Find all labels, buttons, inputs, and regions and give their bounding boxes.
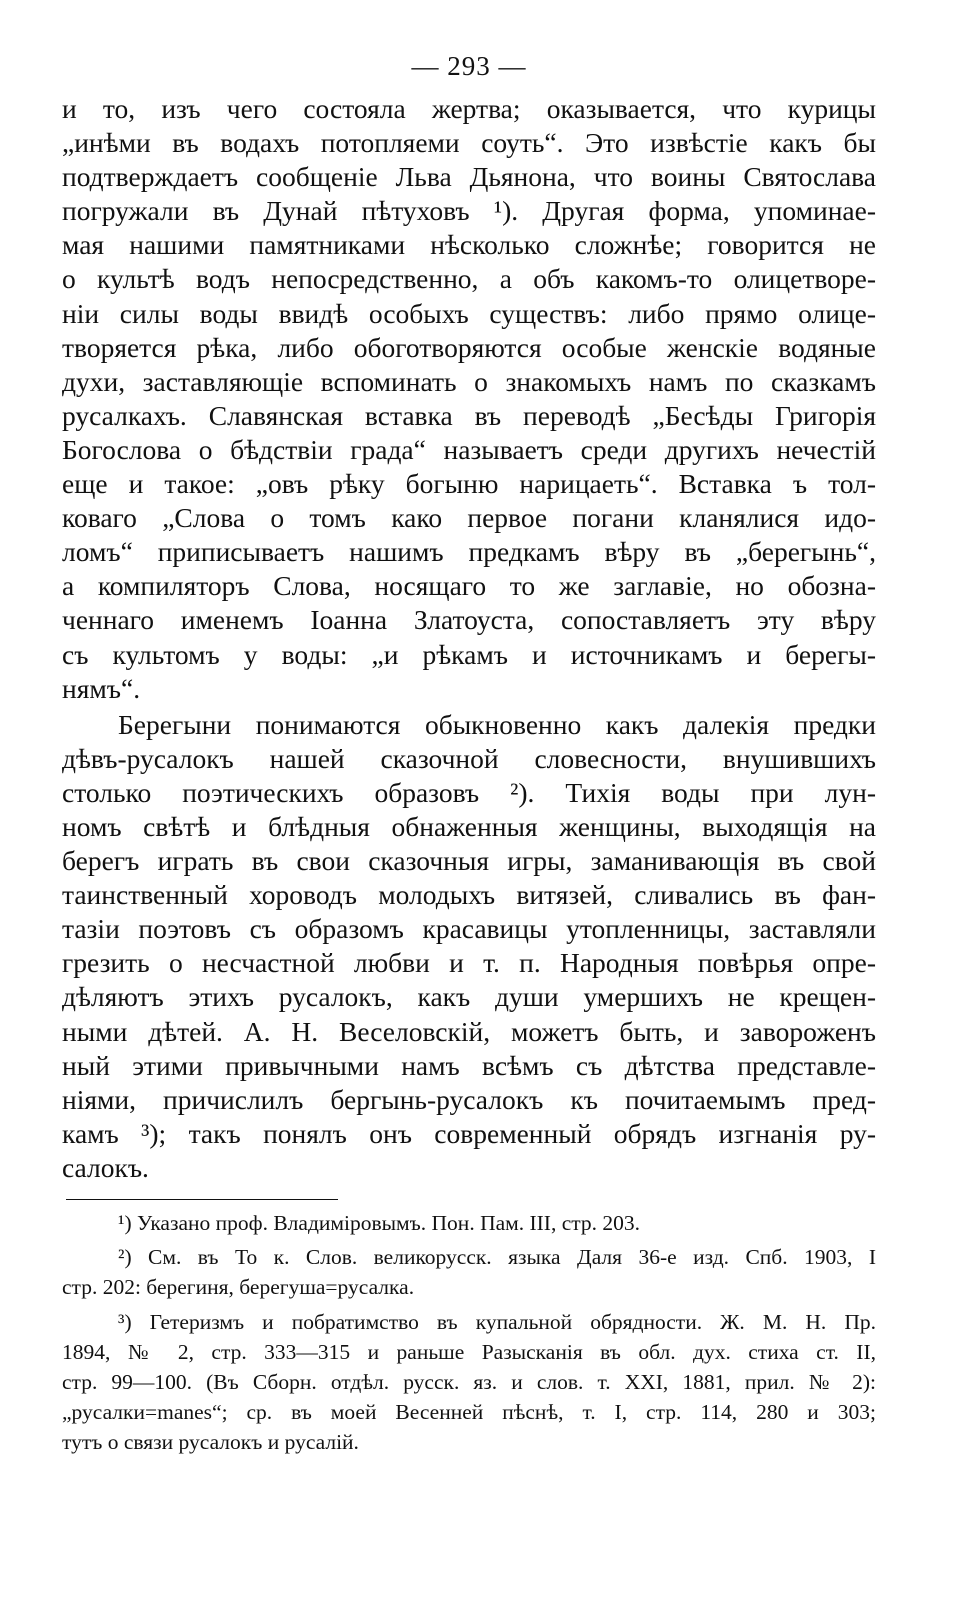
footnote-line: стр. 202: берегиня, берегуша=русалка. (62, 1275, 415, 1300)
text-line: Берегыни понимаются обыкновенно какъ далекія предки (118, 708, 876, 740)
footnotes (62, 1208, 876, 1458)
text-line: салокъ. (62, 1151, 149, 1183)
text-line: подтверждаетъ сообщеніе Льва Дьянона, что воины Святослава (62, 161, 876, 193)
text-line: берегъ играть въ свои сказочныя игры, заманивающія въ свой (62, 845, 876, 877)
footnote-line: ¹) Указано проф. Владиміровымъ. Пон. Пам. III, стр. 203. (118, 1211, 641, 1235)
text-line: а компиляторъ Слова, носящаго то же заглавіе, но обозна- (62, 570, 876, 602)
text-line: нямъ“. (62, 672, 141, 704)
text-line: грезить о несчастной любви и т. п. Народныя повѣрья опре- (62, 947, 876, 979)
text-line: таинственный хороводъ молодыхъ витязей, сливались въ фан- (62, 879, 876, 911)
footnote-3 (62, 1307, 876, 1458)
text-line: ломъ“ приписываетъ нашимъ предкамъ вѣру въ „берегынь“, (62, 536, 876, 568)
footnote-line: стр. 99—100. (Въ Сборн. отдѣл. русск. яз. и слов. т. XXI, 1881, прил. № 2): (62, 1369, 876, 1394)
paragraph-1 (62, 92, 876, 706)
text-line: русалкахъ. Славянская вставка въ переводѣ „Бесѣды Григорія (62, 399, 876, 431)
text-line: дѣвъ-русалокъ нашей сказочной словесности, внушившихъ (62, 742, 876, 774)
text-line: творяется рѣка, либо обоготворяются особые женскіе водяные (62, 331, 876, 363)
text-line: ный этими привычными намъ всѣмъ съ дѣтства представле- (62, 1049, 876, 1081)
footnote-line: тутъ о связи русалокъ и русалій. (62, 1430, 359, 1455)
text-line: ніями, причислилъ бергынь-русалокъ къ почитаемымъ пред- (62, 1083, 876, 1115)
text-line: дѣляютъ этихъ русалокъ, какъ души умершихъ не крещен- (62, 981, 876, 1013)
book-page (62, 40, 876, 1458)
text-line: Богослова о бѣдствіи града“ называетъ среди другихъ нечестій (62, 433, 876, 465)
text-line: о культѣ водъ непосредственно, а объ какомъ-то олицетворе- (62, 263, 876, 295)
text-line: столько поэтическихъ образовъ ²). Тихія воды при лун- (62, 776, 876, 808)
text-line: и то, изъ чего состояла жертва; оказывается, что курицы (62, 93, 876, 124)
text-line: съ культомъ у воды: „и рѣкамъ и источникамъ и берегы- (62, 638, 876, 670)
text-line: „инѣми въ водахъ потопляеми соуть“. Это извѣстіе какъ бы (62, 127, 876, 159)
text-line: ченнаго именемъ Іоанна Златоуста, сопоставляетъ эту вѣру (62, 604, 876, 636)
text-line: тазіи поэтовъ съ образомъ красавицы утопленницы, заставляли (62, 913, 876, 945)
page-number: — 293 — (411, 51, 527, 81)
footnote-line: ²) См. въ То к. Слов. великорусск. языка Даля 36-е изд. Спб. 1903, I (118, 1245, 876, 1270)
footnote-line: 1894, № 2, стр. 333—315 и раньше Разысканія въ обл. дух. стиха ст. II, (62, 1339, 876, 1364)
footnote-2 (62, 1242, 876, 1302)
text-line: камъ ³); такъ понялъ онъ современный обрядъ изгнанія ру- (62, 1117, 876, 1149)
footnote-1 (62, 1208, 876, 1238)
footnote-rule (66, 1199, 338, 1200)
text-line: духи, заставляющіе вспоминать о знакомыхъ намъ по сказкамъ (62, 365, 876, 397)
text-line: мая нашими памятниками нѣсколько сложнѣе; говорится не (62, 229, 876, 261)
text-line: ными дѣтей. А. Н. Веселовскій, можетъ быть, и завороженъ (62, 1015, 876, 1047)
text-line: коваго „Слова о томъ како первое погани кланялися идо- (62, 502, 876, 534)
text-line: еще и такое: „овъ рѣку богыню нарицаеть“. Вставка ъ тол- (62, 468, 876, 500)
text-line: номъ свѣтѣ и блѣдныя обнаженныя женщины, выходящія на (62, 810, 876, 842)
footnote-line: ³) Гетеризмъ и побратимство въ купальной обрядности. Ж. М. Н. Пр. (118, 1309, 876, 1334)
paragraph-2 (62, 708, 876, 1185)
text-line: ніи силы воды ввидѣ особыхъ существъ: либо прямо олице- (62, 297, 876, 329)
text-line: погружали въ Дунай пѣтуховъ ¹). Другая форма, упоминае- (62, 195, 876, 227)
footnote-line: „русалки=manes“; ср. въ моей Весенней пѣснѣ, т. I, стр. 114, 280 и 303; (62, 1400, 876, 1425)
